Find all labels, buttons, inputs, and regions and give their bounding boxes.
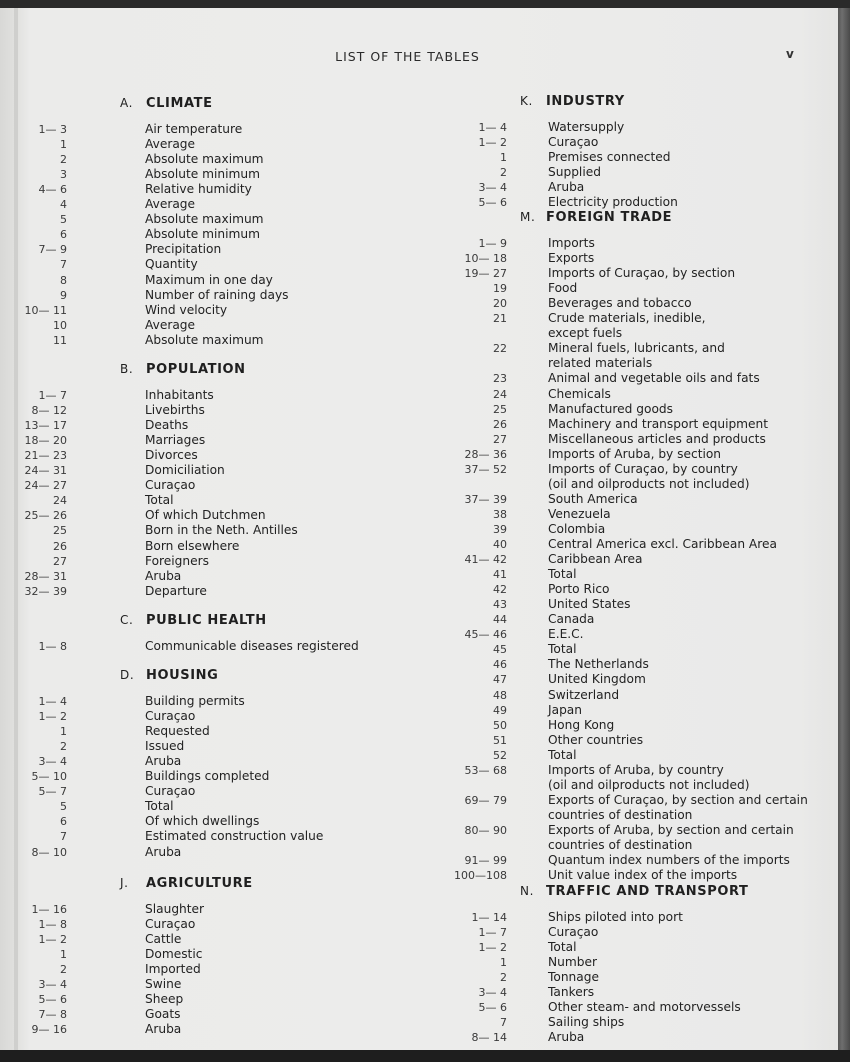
table-number-range: 1— 7 bbox=[478, 926, 507, 940]
table-title: Imports of Aruba, by section bbox=[548, 446, 722, 461]
table-title: Aruba bbox=[548, 180, 585, 195]
table-title: Crude materials, inedible, bbox=[548, 311, 706, 326]
table-number-range: 26 bbox=[53, 539, 67, 553]
table-number-range: 28— 36 bbox=[464, 447, 507, 461]
table-title: Average bbox=[145, 137, 196, 152]
table-title: E.E.C. bbox=[548, 627, 584, 642]
table-number-range: 5— 10 bbox=[31, 770, 67, 784]
table-number-range: 28— 31 bbox=[24, 569, 67, 583]
table-number-range: 5— 7 bbox=[38, 785, 67, 799]
table-number-range: 8— 14 bbox=[471, 1031, 507, 1045]
table-number-range: 46 bbox=[493, 658, 507, 672]
table-title: Total bbox=[145, 493, 174, 508]
table-number-range: 7 bbox=[60, 258, 67, 272]
section-letter: J. bbox=[120, 876, 129, 890]
table-number-range: 2 bbox=[500, 971, 507, 985]
table-title: Imported bbox=[145, 962, 201, 977]
table-number-range: 100—108 bbox=[454, 869, 507, 883]
table-title: Aruba bbox=[145, 1022, 182, 1037]
table-title: Quantity bbox=[145, 257, 198, 272]
table-title: Curaçao bbox=[145, 478, 196, 493]
table-number-range: 1— 14 bbox=[471, 911, 507, 924]
table-title: Relative humidity bbox=[145, 182, 252, 197]
table-title: Curaçao bbox=[548, 135, 599, 150]
table-number-range: 19 bbox=[493, 282, 507, 296]
table-number-range: 8— 10 bbox=[31, 845, 67, 859]
table-number-range: 1 bbox=[60, 138, 67, 152]
table-title: Central America excl. Caribbean Area bbox=[548, 537, 777, 551]
table-number-range: 6 bbox=[60, 228, 67, 242]
table-number-range: 32— 39 bbox=[24, 584, 67, 598]
table-title: Average bbox=[145, 197, 196, 212]
table-number-range: 24 bbox=[493, 387, 507, 401]
table-title: Goats bbox=[145, 1007, 181, 1022]
table-number-range: 7 bbox=[60, 830, 67, 844]
table-number-range: 48 bbox=[493, 688, 507, 702]
table-number-range: 44 bbox=[493, 613, 507, 627]
table-title: Porto Rico bbox=[548, 582, 610, 597]
table-number-range: 7— 8 bbox=[38, 1008, 67, 1022]
table-title: Cattle bbox=[145, 932, 182, 947]
table-title: Domestic bbox=[145, 947, 203, 962]
table-number-range: 39 bbox=[493, 522, 507, 536]
table-number-range: 5— 6 bbox=[478, 196, 507, 210]
table-title: Issued bbox=[145, 739, 185, 754]
table-number-range: 1— 3 bbox=[38, 123, 67, 136]
table-number-range: 24— 31 bbox=[24, 464, 67, 478]
table-title: Other countries bbox=[548, 732, 644, 747]
table-title: Colombia bbox=[548, 521, 606, 536]
table-number-range: 51 bbox=[493, 733, 507, 747]
table-number-range: 1— 2 bbox=[478, 136, 507, 150]
section-letter: C. bbox=[120, 613, 134, 627]
table-title: Estimated construction value bbox=[145, 829, 324, 844]
table-number-range: 50 bbox=[493, 718, 507, 732]
table-number-range: 3— 4 bbox=[478, 181, 507, 195]
section-title: POPULATION bbox=[146, 362, 246, 377]
table-title: Born in the Neth. Antilles bbox=[145, 523, 298, 538]
section-letter: K. bbox=[520, 94, 533, 108]
table-title: Electricity production bbox=[548, 195, 678, 210]
table-number-range: 45 bbox=[493, 643, 507, 657]
table-number-range: 5 bbox=[60, 213, 67, 227]
table-title: Absolute minimum bbox=[145, 167, 260, 182]
table-title: Deaths bbox=[145, 418, 189, 433]
table-title: Supplied bbox=[548, 165, 601, 180]
table-number-range: 21— 23 bbox=[24, 449, 67, 463]
table-number-range: 2 bbox=[60, 153, 67, 167]
table-title: Mineral fuels, lubricants, and bbox=[548, 341, 725, 356]
table-number-range: 1— 9 bbox=[478, 237, 507, 250]
table-number-range: 4— 6 bbox=[38, 183, 67, 197]
table-number-range: 25— 26 bbox=[24, 509, 67, 523]
table-title: except fuels bbox=[548, 326, 623, 341]
table-number-range: 38 bbox=[493, 507, 507, 521]
table-title: Exports bbox=[548, 251, 595, 266]
section-heading bbox=[520, 884, 749, 900]
table-title: related materials bbox=[548, 356, 653, 371]
table-title: Manufactured goods bbox=[548, 401, 673, 416]
table-title: Domiciliation bbox=[145, 463, 225, 478]
table-number-range: 1 bbox=[60, 725, 67, 739]
table-number-range: 49 bbox=[493, 703, 507, 717]
table-title: Total bbox=[548, 940, 577, 955]
table-title: Absolute maximum bbox=[145, 332, 264, 347]
table-number-range: 2 bbox=[500, 166, 507, 180]
table-title: United States bbox=[548, 597, 631, 612]
table-title: Curaçao bbox=[145, 917, 196, 932]
table-title: Maximum in one day bbox=[145, 272, 273, 287]
table-title: Born elsewhere bbox=[145, 538, 240, 553]
table-number-range: 1— 16 bbox=[31, 903, 67, 916]
table-title: Animal and vegetable oils and fats bbox=[548, 371, 760, 386]
table-number-range: 27 bbox=[493, 432, 507, 446]
table-number-range: 9 bbox=[60, 288, 67, 302]
table-number-range: 1— 2 bbox=[478, 941, 507, 955]
table-title: Air temperature bbox=[145, 122, 243, 136]
table-number-range: 9— 16 bbox=[31, 1023, 67, 1037]
table-title: The Netherlands bbox=[548, 657, 649, 672]
table-title: Wind velocity bbox=[145, 302, 228, 317]
table-title: Machinery and transport equipment bbox=[548, 416, 769, 431]
table-number-range: 53— 68 bbox=[464, 763, 507, 777]
table-title: Departure bbox=[145, 583, 207, 598]
table-number-range: 19— 27 bbox=[464, 267, 507, 281]
table-title: Tankers bbox=[548, 985, 595, 1000]
table-number-range: 21 bbox=[493, 312, 507, 326]
table-number-range: 69— 79 bbox=[464, 793, 507, 807]
section-title: HOUSING bbox=[146, 668, 219, 683]
section-title: TRAFFIC AND TRANSPORT bbox=[546, 884, 749, 899]
table-number-range: 24 bbox=[53, 494, 67, 508]
table-number-range: 80— 90 bbox=[464, 823, 507, 837]
table-title: Japan bbox=[548, 702, 582, 717]
section-heading bbox=[120, 96, 213, 112]
table-title: Ships piloted into port bbox=[548, 910, 683, 924]
table-number-range: 1— 7 bbox=[38, 389, 67, 402]
table-number-range: 3— 4 bbox=[478, 986, 507, 1000]
table-title: Venezuela bbox=[548, 506, 611, 521]
table-number-range: 5— 6 bbox=[38, 993, 67, 1007]
table-title: Imports of Curaçao, by section bbox=[548, 266, 736, 281]
table-number-range: 8 bbox=[60, 273, 67, 287]
section-heading bbox=[120, 362, 246, 378]
table-title: Of which Dutchmen bbox=[145, 508, 266, 523]
page-title: LIST OF THE TABLES bbox=[335, 49, 480, 64]
table-title: countries of destination bbox=[548, 807, 693, 822]
table-title: Quantum index numbers of the imports bbox=[548, 853, 790, 868]
table-title: Curaçao bbox=[548, 925, 599, 940]
table-title: Absolute minimum bbox=[145, 227, 260, 242]
section-title: INDUSTRY bbox=[546, 94, 625, 109]
table-number-range: 6 bbox=[60, 815, 67, 829]
table-title: Precipitation bbox=[145, 242, 222, 257]
table-title: Caribbean Area bbox=[548, 552, 643, 567]
table-title: Aruba bbox=[548, 1030, 585, 1045]
table-number-range: 27 bbox=[53, 554, 67, 568]
table-title: Number of raining days bbox=[145, 287, 289, 302]
table-number-range: 1— 8 bbox=[38, 918, 67, 932]
table-title: Total bbox=[548, 747, 577, 762]
table-title: Absolute maximum bbox=[145, 212, 264, 227]
table-title: Total bbox=[548, 642, 577, 657]
section-letter: M. bbox=[520, 210, 536, 224]
table-number-range: 91— 99 bbox=[464, 854, 507, 868]
table-title: Exports of Curaçao, by section and certain bbox=[548, 792, 808, 807]
table-number-range: 45— 46 bbox=[464, 628, 507, 642]
table-number-range: 1— 2 bbox=[38, 710, 67, 724]
section-heading bbox=[120, 613, 267, 629]
table-number-range: 1— 4 bbox=[478, 121, 507, 134]
table-title: Watersupply bbox=[548, 120, 625, 134]
table-number-range: 37— 52 bbox=[464, 462, 507, 476]
table-title: Number bbox=[548, 955, 597, 970]
table-number-range: 41— 42 bbox=[464, 553, 507, 567]
table-number-range: 10— 18 bbox=[464, 252, 507, 266]
table-title: Aruba bbox=[145, 754, 182, 769]
section-letter: B. bbox=[120, 362, 134, 376]
section-heading bbox=[120, 668, 218, 684]
table-title: Beverages and tobacco bbox=[548, 296, 692, 311]
table-title: Average bbox=[145, 317, 196, 332]
table-title: Tonnage bbox=[548, 970, 599, 985]
table-title: Switzerland bbox=[548, 687, 620, 702]
table-title: Total bbox=[548, 567, 577, 582]
section-letter: D. bbox=[120, 668, 135, 682]
table-title: Slaughter bbox=[145, 902, 205, 916]
table-number-range: 40 bbox=[493, 538, 507, 551]
table-number-range: 10— 11 bbox=[24, 303, 67, 317]
section-heading bbox=[520, 94, 625, 110]
table-title: Unit value index of the imports bbox=[548, 868, 738, 883]
table-number-range: 25 bbox=[53, 524, 67, 538]
table-number-range: 25 bbox=[493, 402, 507, 416]
table-number-range: 7 bbox=[500, 1016, 507, 1030]
table-title: Livebirths bbox=[145, 403, 205, 418]
table-title: Foreigners bbox=[145, 553, 209, 568]
table-title: Imports bbox=[548, 236, 595, 250]
table-title: Miscellaneous articles and products bbox=[548, 431, 766, 446]
table-title: Curaçao bbox=[145, 709, 196, 724]
page-edge-right bbox=[838, 8, 850, 1058]
table-title: Total bbox=[145, 799, 174, 814]
table-number-range: 41 bbox=[493, 568, 507, 582]
table-number-range: 37— 39 bbox=[464, 492, 507, 506]
table-number-range: 3 bbox=[60, 168, 67, 182]
table-title: Inhabitants bbox=[145, 388, 214, 402]
table-number-range: 13— 17 bbox=[24, 419, 67, 433]
table-title: Food bbox=[548, 281, 578, 296]
table-number-range: 1— 4 bbox=[38, 695, 67, 708]
table-number-range: 18— 20 bbox=[24, 434, 67, 448]
table-number-range: 42 bbox=[493, 583, 507, 597]
table-number-range: 10 bbox=[53, 318, 67, 332]
table-number-range: 24— 27 bbox=[24, 479, 67, 493]
table-title: (oil and oilproducts not included) bbox=[548, 777, 750, 792]
table-number-range: 1 bbox=[500, 151, 507, 165]
table-title: Building permits bbox=[145, 694, 245, 708]
table-number-range: 4 bbox=[60, 198, 67, 212]
section-heading bbox=[520, 210, 672, 226]
table-number-range: 1 bbox=[60, 948, 67, 962]
section-heading bbox=[120, 876, 253, 892]
table-title: Imports of Aruba, by country bbox=[548, 762, 724, 777]
table-number-range: 3— 4 bbox=[38, 978, 67, 992]
table-title: Imports of Curaçao, by country bbox=[548, 461, 738, 476]
table-title: Canada bbox=[548, 612, 595, 627]
table-number-range: 7— 9 bbox=[38, 243, 67, 257]
table-title: Hong Kong bbox=[548, 717, 615, 732]
table-title: Curaçao bbox=[145, 784, 196, 799]
table-title: Of which dwellings bbox=[145, 814, 260, 829]
table-number-range: 5— 6 bbox=[478, 1001, 507, 1015]
table-title: Absolute maximum bbox=[145, 152, 264, 167]
table-number-range: 43 bbox=[493, 598, 507, 612]
table-number-range: 26 bbox=[493, 417, 507, 431]
table-title: Divorces bbox=[145, 448, 198, 463]
table-title: (oil and oilproducts not included) bbox=[548, 476, 750, 491]
table-title: Buildings completed bbox=[145, 769, 270, 784]
table-title: Swine bbox=[145, 977, 182, 992]
section-letter: N. bbox=[520, 884, 534, 898]
table-title: Aruba bbox=[145, 568, 182, 583]
section-title: AGRICULTURE bbox=[146, 876, 253, 891]
table-title: Aruba bbox=[145, 844, 182, 859]
table-number-range: 1 bbox=[500, 956, 507, 970]
table-number-range: 1— 2 bbox=[38, 933, 67, 947]
section-title: PUBLIC HEALTH bbox=[146, 613, 267, 628]
table-title: Other steam- and motorvessels bbox=[548, 1000, 741, 1015]
section-title: FOREIGN TRADE bbox=[546, 210, 673, 225]
table-number-range: 2 bbox=[60, 740, 67, 754]
table-number-range: 11 bbox=[53, 333, 67, 347]
table-title: Premises connected bbox=[548, 150, 671, 165]
table-number-range: 47 bbox=[493, 673, 507, 687]
page-number: v bbox=[786, 47, 794, 61]
table-title: Marriages bbox=[145, 433, 206, 448]
table-title: Sailing ships bbox=[548, 1015, 625, 1030]
table-title: Chemicals bbox=[548, 386, 611, 401]
table-number-range: 1— 8 bbox=[38, 640, 67, 653]
table-number-range: 20 bbox=[493, 297, 507, 311]
table-title: Communicable diseases registered bbox=[145, 639, 359, 653]
table-number-range: 22 bbox=[493, 342, 507, 356]
table-number-range: 2 bbox=[60, 963, 67, 977]
table-number-range: 23 bbox=[493, 372, 507, 386]
table-title: Requested bbox=[145, 724, 210, 739]
table-title: countries of destination bbox=[548, 838, 693, 852]
table-number-range: 52 bbox=[493, 748, 507, 762]
table-number-range: 3— 4 bbox=[38, 755, 67, 769]
table-title: South America bbox=[548, 491, 638, 506]
section-title: CLIMATE bbox=[146, 96, 213, 111]
section-letter: A. bbox=[120, 96, 134, 110]
table-title: Exports of Aruba, by section and certain bbox=[548, 822, 794, 837]
table-number-range: 8— 12 bbox=[31, 404, 67, 418]
page-edge-bottom bbox=[0, 1050, 850, 1062]
table-number-range: 5 bbox=[60, 800, 67, 814]
table-title: United Kingdom bbox=[548, 672, 646, 687]
table-title: Sheep bbox=[145, 992, 184, 1007]
